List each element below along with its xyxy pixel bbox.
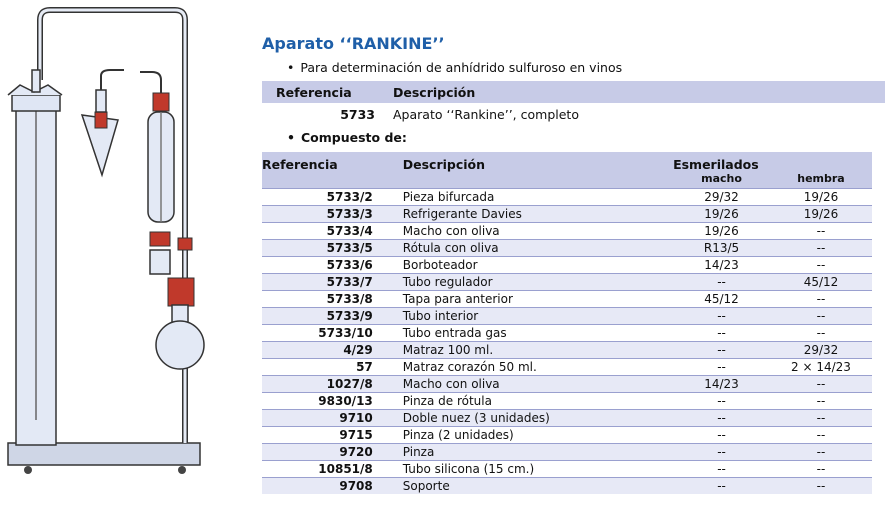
round-flask (156, 321, 204, 369)
table-row (262, 308, 872, 325)
hembra-cell: -- (770, 444, 872, 461)
hembra-cell: -- (770, 376, 872, 393)
table-row (262, 376, 872, 393)
hembra-cell: 45/12 (770, 274, 872, 291)
desc-cell: Pinza (403, 444, 673, 461)
hembra-cell: -- (770, 393, 872, 410)
ref-cell: 5733/7 (262, 274, 403, 291)
macho-cell: 29/32 (673, 189, 770, 206)
table-row (262, 223, 872, 240)
macho-cell: -- (673, 427, 770, 444)
hembra-cell: -- (770, 257, 872, 274)
table-row (262, 189, 872, 206)
desc-cell: Rótula con oliva (403, 240, 673, 257)
header-macho: macho (673, 172, 770, 189)
desc-cell: Pinza de rótula (403, 393, 673, 410)
components-body (262, 189, 872, 495)
hembra-cell: 29/32 (770, 342, 872, 359)
macho-cell: -- (673, 308, 770, 325)
page-title: Aparato ‘‘RANKINE’’ (262, 34, 445, 53)
ref-cell: 9830/13 (262, 393, 403, 410)
header-referencia: Referencia (262, 81, 393, 103)
ref-cell: 9715 (262, 427, 403, 444)
hembra-cell: -- (770, 427, 872, 444)
ref-cell: 9720 (262, 444, 403, 461)
desc-cell: Matraz 100 ml. (403, 342, 673, 359)
apparatus-table (262, 81, 885, 125)
ref-cell: 4/29 (262, 342, 403, 359)
macho-cell: -- (673, 359, 770, 376)
macho-cell: -- (673, 274, 770, 291)
rankine-apparatus-illustration (0, 0, 255, 507)
header-descripcion: Descripción (393, 81, 885, 103)
hembra-cell: 19/26 (770, 189, 872, 206)
macho-cell: -- (673, 325, 770, 342)
hembra-cell: -- (770, 325, 872, 342)
macho-cell: 19/26 (673, 206, 770, 223)
ref-cell: 5733/6 (262, 257, 403, 274)
table-row (262, 274, 872, 291)
table-row (262, 444, 872, 461)
desc-cell: Matraz corazón 50 ml. (403, 359, 673, 376)
bullet-icon: • (287, 60, 295, 75)
hembra-cell: -- (770, 240, 872, 257)
desc-cell: Borboteador (403, 257, 673, 274)
macho-cell: 45/12 (673, 291, 770, 308)
support-rod (40, 10, 185, 443)
desc-cell: Pinza (2 unidades) (403, 427, 673, 444)
ref-cell: 5733/4 (262, 223, 403, 240)
hembra-cell: 2 × 14/23 (770, 359, 872, 376)
table-row (262, 257, 872, 274)
ref-cell: 5733/3 (262, 206, 403, 223)
macho-cell: R13/5 (673, 240, 770, 257)
macho-cell: -- (673, 478, 770, 495)
hembra-cell: -- (770, 223, 872, 240)
macho-cell: 14/23 (673, 376, 770, 393)
hembra-cell: -- (770, 308, 872, 325)
table-row (262, 342, 872, 359)
table-row (262, 103, 885, 125)
macho-cell: -- (673, 410, 770, 427)
desc-cell: Aparato ‘‘Rankine’’, completo (393, 106, 579, 122)
stand-base (8, 443, 200, 465)
composed-label (287, 130, 407, 145)
header-descripcion: Descripción (403, 152, 673, 189)
ref-cell: 5733/10 (262, 325, 403, 342)
ref-cell: 57 (262, 359, 403, 376)
table-row (262, 291, 872, 308)
table-row (262, 206, 872, 223)
composed-text: Compuesto de: (301, 130, 407, 145)
table-row (262, 478, 872, 495)
table-row (262, 240, 872, 257)
table-row (262, 461, 872, 478)
desc-cell: Tubo regulador (403, 274, 673, 291)
macho-cell: 19/26 (673, 223, 770, 240)
ref-cell: 5733/2 (262, 189, 403, 206)
macho-cell: 14/23 (673, 257, 770, 274)
table-row (262, 427, 872, 444)
macho-cell: -- (673, 342, 770, 359)
macho-cell: -- (673, 444, 770, 461)
subtitle-text: Para determinación de anhídrido sulfuroso en vinos (300, 60, 623, 75)
desc-cell: Macho con oliva (403, 376, 673, 393)
ref-cell: 10851/8 (262, 461, 403, 478)
desc-cell: Soporte (403, 478, 673, 495)
hembra-cell: -- (770, 410, 872, 427)
ref-cell: 5733/5 (262, 240, 403, 257)
hembra-cell: -- (770, 291, 872, 308)
table-row (262, 359, 872, 376)
header-esmerilados: Esmerilados (673, 152, 872, 172)
ref-cell: 1027/8 (262, 376, 403, 393)
ref-cell: 5733/9 (262, 308, 403, 325)
desc-cell: Pieza bifurcada (403, 189, 673, 206)
macho-cell: -- (673, 393, 770, 410)
table-row (262, 410, 872, 427)
header-hembra: hembra (770, 172, 872, 189)
desc-cell: Refrigerante Davies (403, 206, 673, 223)
desc-cell: Tubo interior (403, 308, 673, 325)
table-row (262, 393, 872, 410)
bullet-icon: • (287, 130, 295, 145)
ref-cell: 9708 (262, 478, 403, 495)
desc-cell: Doble nuez (3 unidades) (403, 410, 673, 427)
ref-cell: 9710 (262, 410, 403, 427)
table-row (262, 325, 872, 342)
hembra-cell: -- (770, 461, 872, 478)
hembra-cell: 19/26 (770, 206, 872, 223)
macho-cell: -- (673, 461, 770, 478)
components-table (262, 152, 872, 494)
subtitle (287, 60, 622, 75)
desc-cell: Tapa para anterior (403, 291, 673, 308)
header-referencia: Referencia (262, 152, 403, 189)
hembra-cell: -- (770, 478, 872, 495)
desc-cell: Tubo silicona (15 cm.) (403, 461, 673, 478)
desc-cell: Tubo entrada gas (403, 325, 673, 342)
desc-cell: Macho con oliva (403, 223, 673, 240)
ref-cell: 5733/8 (262, 291, 403, 308)
ref-cell: 5733 (340, 106, 375, 122)
